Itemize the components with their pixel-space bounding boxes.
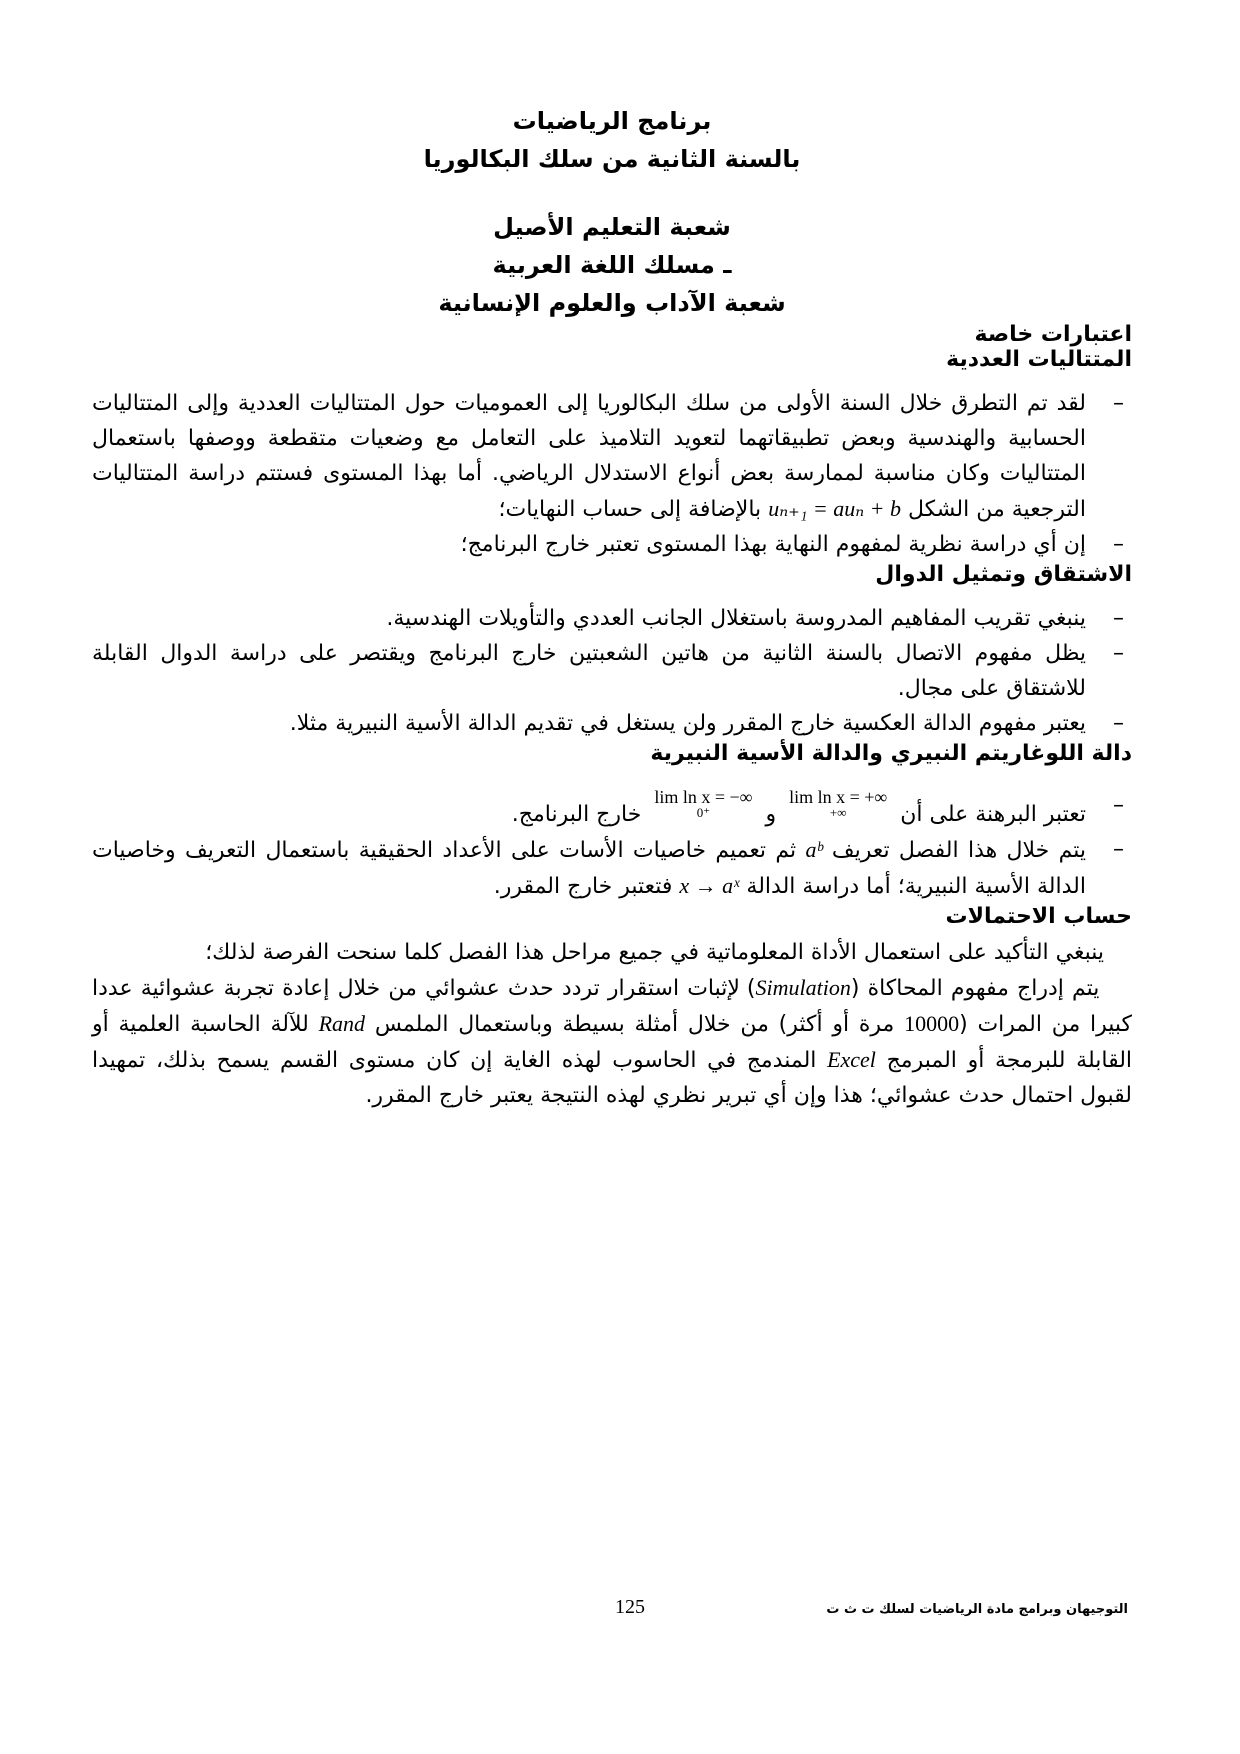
dash-bullet: – xyxy=(1113,391,1124,416)
dash-bullet: – xyxy=(1113,532,1124,557)
dash-bullet: – xyxy=(1113,606,1124,631)
heading-log-exp: دالة اللوغاريتم النبيري والدالة الأسية النبيرية xyxy=(650,741,1132,766)
title-line-2: بالسنة الثانية من سلك البكالوريا xyxy=(423,145,801,173)
derivation-item-1: ينبغي تقريب المفاهيم المدروسة باستغلال الجانب العددي والتأويلات الهندسية. xyxy=(386,606,1086,631)
list-item xyxy=(92,601,1132,636)
list-item xyxy=(92,788,1132,832)
limit-subscript: 0⁺ xyxy=(696,805,711,820)
derivation-item-3: يعتبر مفهوم الدالة العكسية خارج المقرر ولن يستغل في تقديم الدالة الأسية النبيرية مثلا. xyxy=(289,711,1086,736)
limit-minus-infinity xyxy=(654,788,752,820)
heading-derivation: الاشتقاق وتمثيل الدوال xyxy=(875,562,1132,587)
limit-expression: lim ln x = +∞ xyxy=(789,787,888,807)
heading-probability: حساب الاحتمالات xyxy=(945,904,1132,929)
sequences-list xyxy=(92,386,1132,562)
para2-e: المندمج في الحاسوب لهذه الغاية إن كان مستوى القسم يسمح بذلك، تمهيدا لقبول احتمال حدث عشوائي؛ هذا وإن أي تبرير نظري لهذه النتيجة يعتبر خارج المقرر. xyxy=(92,1048,1132,1108)
list-item xyxy=(92,832,1132,904)
para2-c: مرة أو أكثر) من خلال أمثلة بسيطة وباستعمال الملمس xyxy=(374,1012,905,1037)
exponential-function: x → aˣ xyxy=(679,873,740,898)
stream-line-3: شعبة الآداب والعلوم الإنسانية xyxy=(438,289,786,317)
power-ab: aᵇ xyxy=(805,837,823,862)
repetitions-number: 10000 xyxy=(904,1011,960,1036)
para2-a: يتم إدراج مفهوم المحاكاة ( xyxy=(850,976,1100,1001)
log-exp-list xyxy=(92,788,1132,904)
sequences-item-1-text: لقد تم التطرق خلال السنة الأولى من سلك البكالوريا إلى العموميات حول المتتاليات العددية وإلى المتتاليات الحسابية والهندسية وبعض تطبيقاتهما لتعويد التلاميذ على التعامل مع وضعيات متقطعة ووصفها باستعمال المتتاليات وكان مناسبة لممارسة بعض أنواع الاستدلال الرياضي. أما بهذا المستوى فستتم دراسة المتتاليات الترجعية من الشكل xyxy=(92,391,1086,522)
dash-bullet: – xyxy=(1113,711,1124,736)
log-item-1-prefix: تعتبر البرهنة على أن xyxy=(900,802,1086,827)
dash-bullet: – xyxy=(1113,641,1124,666)
para2-d: للآلة الحاسبة العلمية أو القابلة للبرمجة أو المبرمج xyxy=(92,1012,1133,1073)
list-item xyxy=(92,706,1132,741)
log-item-2-part-1: يتم خلال هذا الفصل تعريف xyxy=(831,838,1087,863)
limit-expression: lim ln x = −∞ xyxy=(654,787,753,807)
stream-line-2: ـ مسلك اللغة العربية xyxy=(492,251,732,279)
rand-key: Rand xyxy=(318,1011,366,1036)
program-title xyxy=(92,102,1132,178)
title-line-1: برنامج الرياضيات xyxy=(512,107,712,135)
recurrence-formula: uₙ₊₁ = auₙ + b xyxy=(768,496,901,521)
probability-paragraph-1 xyxy=(92,935,1132,970)
sequences-item-2: إن أي دراسة نظرية لمفهوم النهاية بهذا المستوى تعتبر خارج البرنامج؛ xyxy=(460,532,1086,557)
list-item xyxy=(92,527,1132,562)
excel-software: Excel xyxy=(827,1047,876,1072)
log-item-2-part-3: فتعتبر خارج المقرر. xyxy=(493,874,673,899)
streams-block xyxy=(92,208,1132,322)
list-item xyxy=(92,386,1132,527)
dash-bullet: – xyxy=(1113,793,1124,818)
heading-sequences: المتتاليات العددية xyxy=(946,347,1132,372)
probability-paragraph-2 xyxy=(92,970,1132,1113)
log-item-1-and: و xyxy=(765,802,777,827)
footer-note: التوجيهان وبرامج مادة الرياضيات لسلك ت ث ت xyxy=(826,1602,1128,1617)
stream-line-1: شعبة التعليم الأصيل xyxy=(493,213,731,241)
derivation-item-2: يظل مفهوم الاتصال بالسنة الثانية من هاتين الشعبتين خارج البرنامج ويقتصر على دراسة الدوال القابلة للاشتقاق على مجال. xyxy=(92,641,1086,701)
log-item-2-part-2: ثم تعميم خاصيات الأسات على الأعداد الحقيقية باستعمال التعريف وخاصيات الدالة الأسية النبيرية؛ أما دراسة الدالة xyxy=(92,838,1086,899)
sequences-item-1-tail: بالإضافة إلى حساب النهايات؛ xyxy=(498,497,762,522)
simulation-term: Simulation xyxy=(755,975,851,1000)
limit-plus-infinity xyxy=(789,788,887,820)
derivation-list xyxy=(92,601,1132,741)
limit-subscript: +∞ xyxy=(829,805,847,820)
heading-special-considerations: اعتبارات خاصة xyxy=(974,322,1132,347)
page-number: 125 xyxy=(615,1596,645,1618)
list-item xyxy=(92,636,1132,706)
dash-bullet: – xyxy=(1113,837,1124,862)
para2-b: ) لإثبات استقرار تردد حدث عشوائي من خلال إعادة تجربة عشوائية عددا كبيرا من المرات ( xyxy=(92,976,1133,1037)
probability-para-1-text: ينبغي التأكيد على استعمال الأداة المعلوماتية في جميع مراحل هذا الفصل كلما سنحت الفرصة لذلك؛ xyxy=(205,940,1105,965)
log-item-1-suffix: خارج البرنامج. xyxy=(511,802,642,827)
